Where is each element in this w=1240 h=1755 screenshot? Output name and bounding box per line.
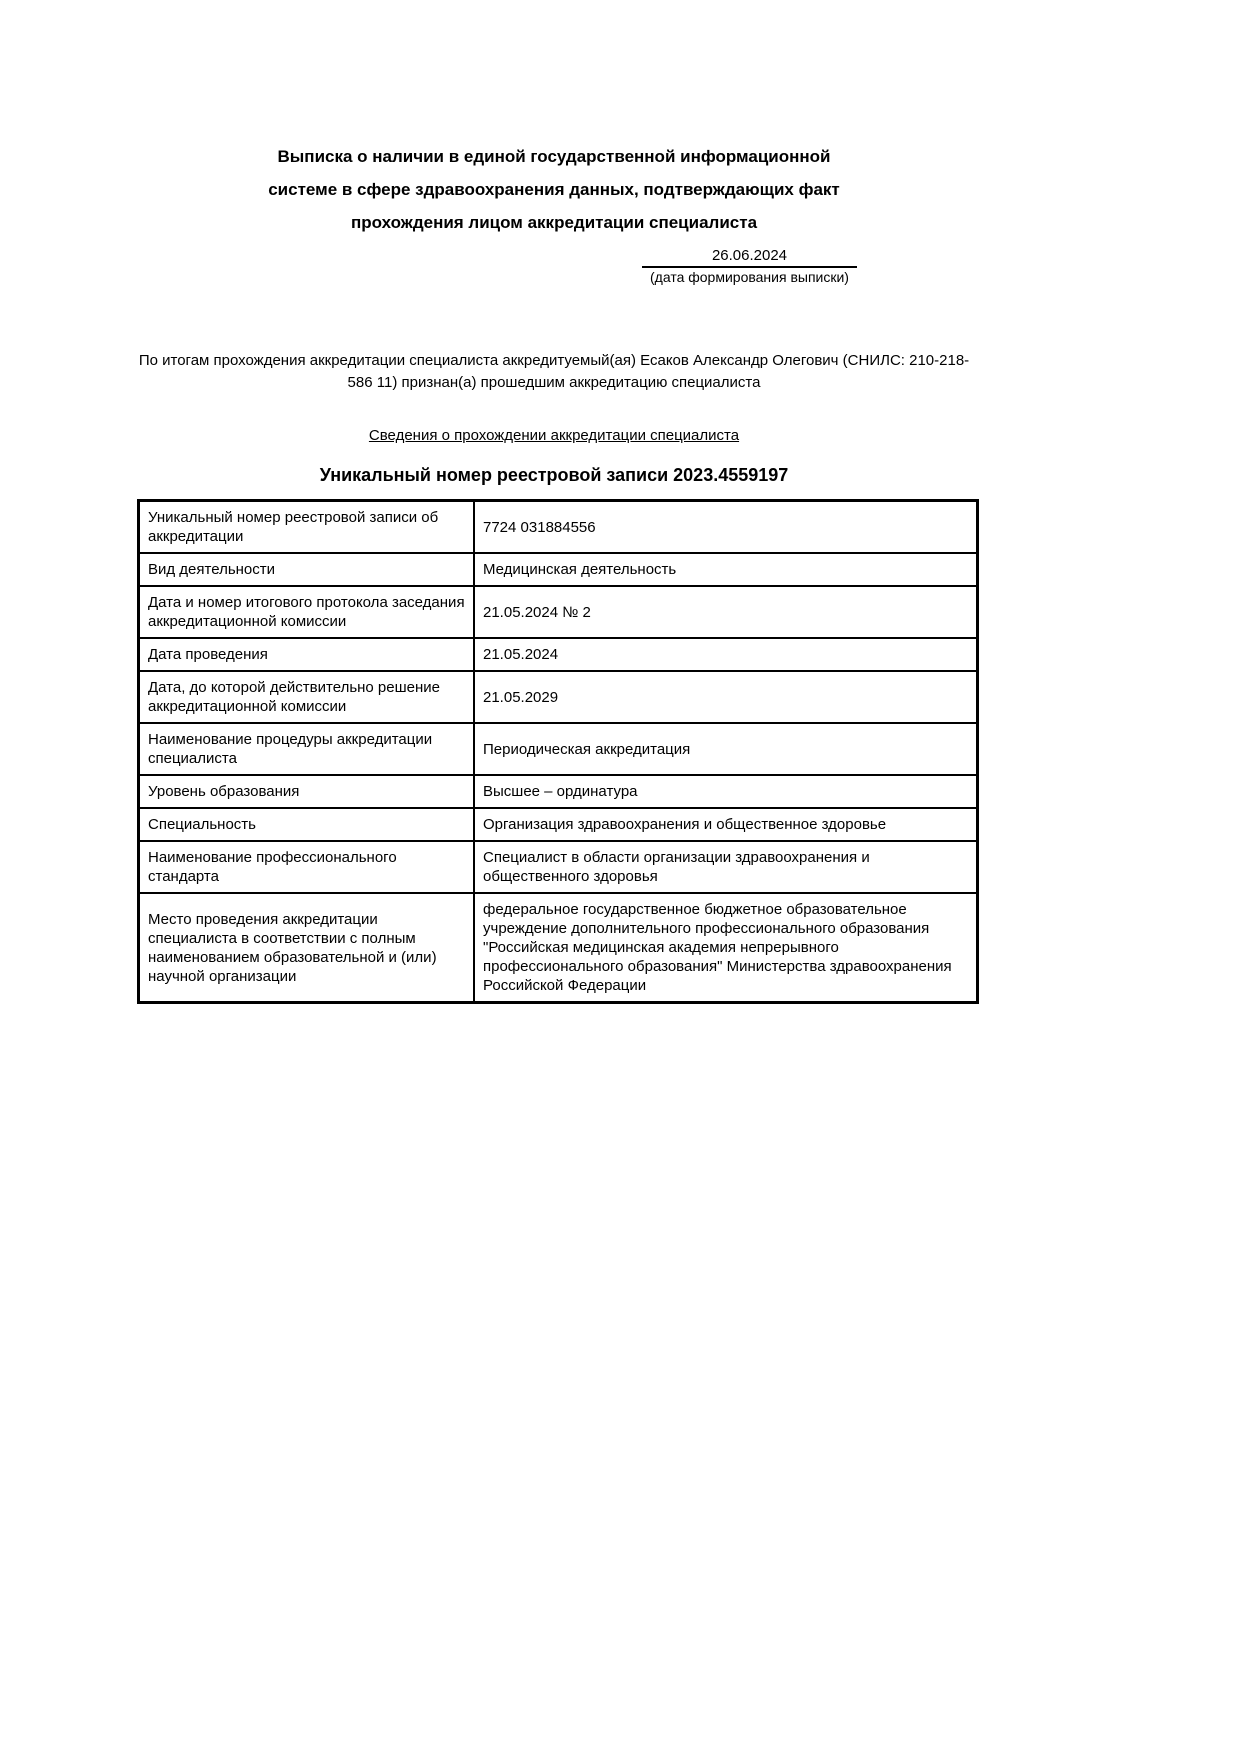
row-label-cell: Дата, до которой действительно решение аккредитационной комиссии [139,671,475,723]
table-row [139,723,978,775]
formation-date-block [642,247,857,286]
row-label-cell: Уникальный номер реестровой записи об аккредитации [139,501,475,554]
intro-paragraph: По итогам прохождения аккредитации специалиста аккредитуемый(ая) Есаков Александр Олегович (СНИЛС: 210-218-586 11) признан(а) прошедшим аккредитацию специалиста [138,352,970,391]
row-label-cell: Специальность [139,808,475,841]
row-value-cell: 21.05.2024 [474,638,978,671]
table-row [139,586,978,638]
document-title-line: Выписка о наличии в единой государственной информационной [277,147,831,166]
table-row [139,501,978,554]
row-label-cell: Дата и номер итогового протокола заседания аккредитационной комиссии [139,586,475,638]
formation-date-value: 26.06.2024 [642,247,857,268]
row-label-cell: Вид деятельности [139,553,475,586]
document-title-line: прохождения лицом аккредитации специалиста [350,213,758,232]
row-label-cell: Уровень образования [139,775,475,808]
document-title [137,140,971,239]
row-value-cell: 21.05.2029 [474,671,978,723]
row-value-cell: Медицинская деятельность [474,553,978,586]
section-heading: Сведения о прохождении аккредитации специалиста [368,427,740,444]
row-value-cell: Периодическая аккредитация [474,723,978,775]
table-row [139,893,978,1003]
row-value-cell: Организация здравоохранения и общественное здоровье [474,808,978,841]
table-row [139,841,978,893]
row-label-cell: Наименование процедуры аккредитации специалиста [139,723,475,775]
table-row [139,775,978,808]
row-label-cell: Место проведения аккредитации специалиста в соответствии с полным наименованием образовательной и (или) научной организации [139,893,475,1003]
formation-date-caption: (дата формирования выписки) [650,269,849,285]
table-row [139,808,978,841]
table-row [139,638,978,671]
accreditation-table-body [139,501,978,1003]
registry-number-heading: Уникальный номер реестровой записи 2023.4559197 [319,465,789,485]
row-value-cell: 21.05.2024 № 2 [474,586,978,638]
document-content [137,0,971,1004]
row-label-cell: Дата проведения [139,638,475,671]
row-label-cell: Наименование профессионального стандарта [139,841,475,893]
document-title-line: системе в сфере здравоохранения данных, подтверждающих факт [268,180,840,199]
row-value-cell: Высшее – ординатура [474,775,978,808]
accreditation-table [137,499,979,1004]
row-value-cell: 7724 031884556 [474,501,978,554]
row-value-cell: Специалист в области организации здравоохранения и общественного здоровья [474,841,978,893]
row-value-cell: федеральное государственное бюджетное образовательное учреждение дополнительного профессионального образования "Российская медицинская академия непрерывного профессионального образования" Министерства здравоохранения Российской Федерации [474,893,978,1003]
table-row [139,553,978,586]
table-row [139,671,978,723]
